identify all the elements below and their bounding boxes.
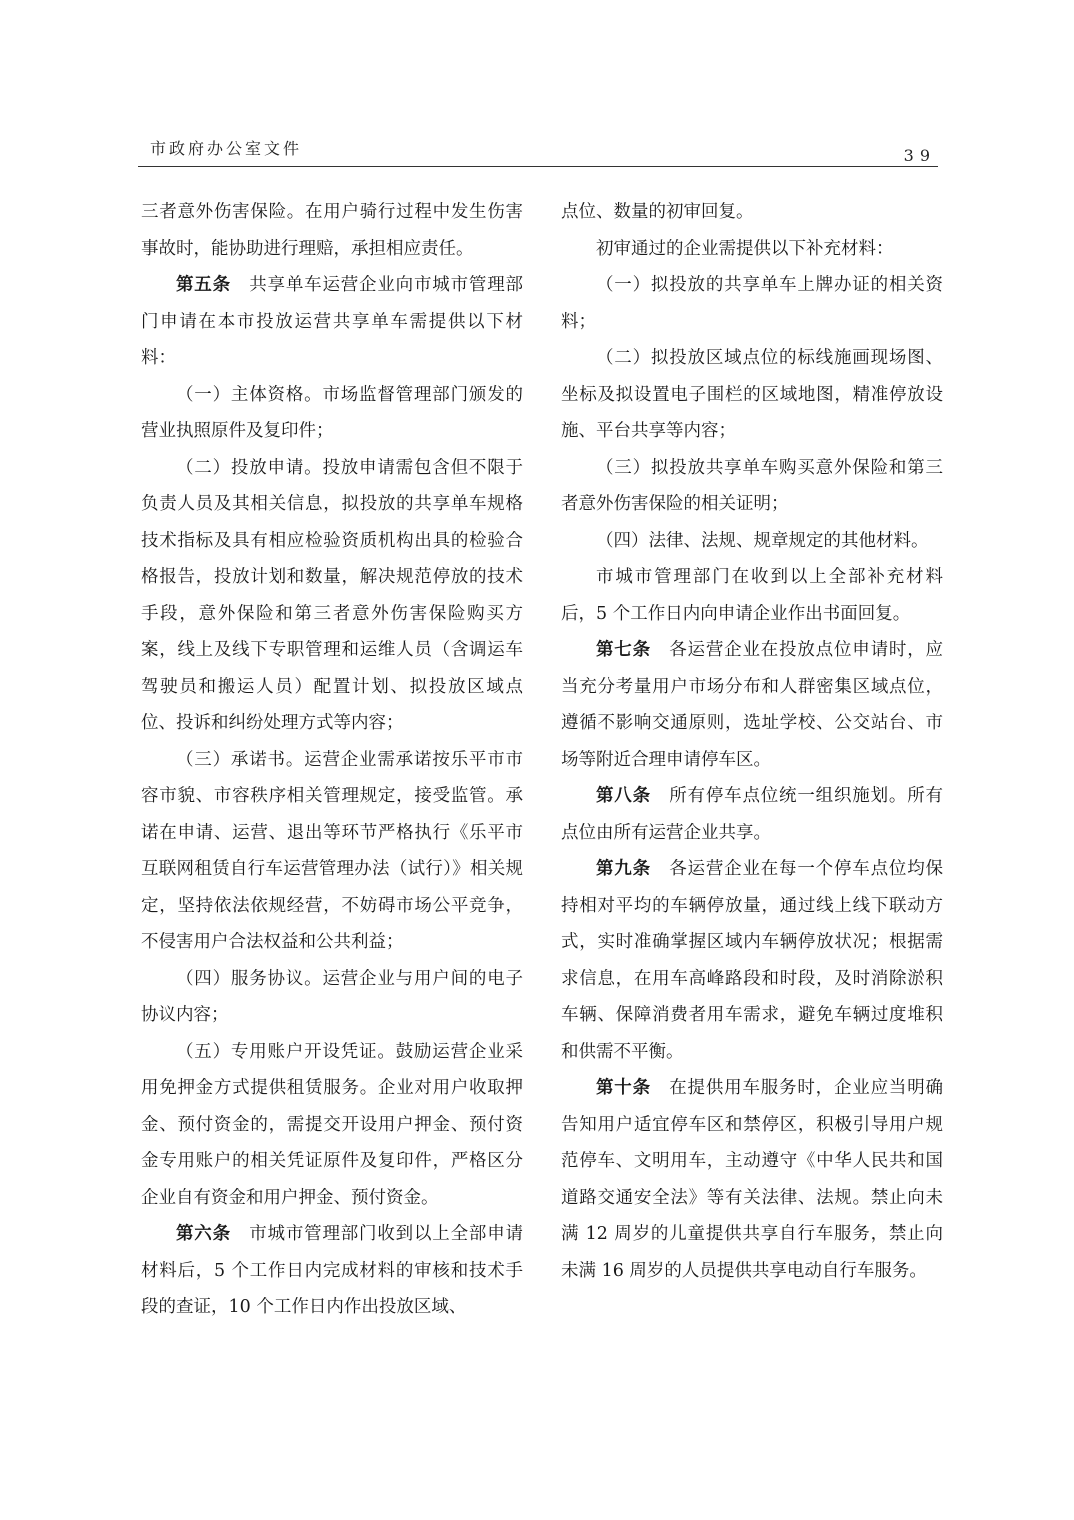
paragraph xyxy=(561,267,943,340)
article-heading: 第五条 xyxy=(176,275,231,295)
paragraph-text: （二）拟投放区域点位的标线施画现场图、坐标及拟设置电子围栏的区域地图，精准停放设施、平台共享等内容； xyxy=(561,348,943,441)
paragraph-text: 市城市管理部门在收到以上全部补充材料后，5 个工作日内向申请企业作出书面回复。 xyxy=(561,567,943,624)
paragraph xyxy=(141,1034,523,1217)
paragraph xyxy=(141,267,523,377)
paragraph-text: （四）服务协议。运营企业与用户间的电子协议内容； xyxy=(141,968,523,1025)
paragraph-text: （四）法律、法规、规章规定的其他材料。 xyxy=(596,530,929,551)
paragraph xyxy=(141,450,523,742)
paragraph xyxy=(141,742,523,961)
header-title: 市政府办公室文件 xyxy=(150,139,303,158)
article-heading: 第八条 xyxy=(596,786,651,806)
paragraph-text: 初审通过的企业需提供以下补充材料： xyxy=(596,238,894,259)
paragraph xyxy=(141,1216,523,1326)
article-heading: 第十条 xyxy=(596,1078,651,1098)
right-text-column xyxy=(561,194,943,1289)
paragraph-text: 点位、数量的初审回复。 xyxy=(561,202,754,222)
paragraph-text: 各运营企业在投放点位申请时，应当充分考量用户市场分布和人群密集区域点位，遵循不影响交通原则，选址学校、公交站台、市场等附近合理申请停车区。 xyxy=(561,640,944,770)
paragraph xyxy=(561,559,943,632)
paragraph-text: （一）主体资格。市场监督管理部门颁发的营业执照原件及复印件； xyxy=(141,384,523,441)
paragraph-text: 各运营企业在每一个停车点位均保持相对平均的车辆停放量，通过线上线下联动方式，实时准确掌握区域内车辆停放状况；根据需求信息，在用车高峰路段和时段，及时消除淤积车辆、保障消费者用车需求，避免车辆过度堆积和供需不平衡。 xyxy=(561,859,944,1062)
left-text-column xyxy=(141,194,523,1326)
paragraph-text: 所有停车点位统一组织施划。所有点位由所有运营企业共享。 xyxy=(561,786,944,843)
paragraph-text: （二）投放申请。投放申请需包含但不限于负责人员及其相关信息，拟投放的共享单车规格技术指标及具有相应检验资质机构出具的检验合格报告，投放计划和数量，解决规范停放的技术手段，意外保险和第三者意外伤害保险购买方案，线上及线下专职管理和运维人员（含调运车驾驶员和搬运人员）配置计划、拟投放区域点位、投诉和纠纷处理方式等内容； xyxy=(141,457,523,733)
paragraph xyxy=(141,377,523,450)
article-heading: 第九条 xyxy=(596,859,651,879)
paragraph xyxy=(561,632,943,778)
paragraph-text: （一）拟投放的共享单车上牌办证的相关资料； xyxy=(561,275,943,332)
paragraph xyxy=(561,340,943,450)
paragraph xyxy=(561,851,943,1070)
paragraph-text: 在提供用车服务时，企业应当明确告知用户适宜停车区和禁停区，积极引导用户规范停车、文明用车，主动遵守《中华人民共和国道路交通安全法》等有关法律、法规。禁止向未满 12 周岁的儿童提供共享自行车服务，禁止向未满 16 周岁的人员提供共享电动自行车服务。 xyxy=(561,1078,944,1281)
paragraph-text: 共享单车运营企业向市城市管理部门申请在本市投放运营共享单车需提供以下材料： xyxy=(141,275,524,368)
paragraph-text: （五）专用账户开设凭证。鼓励运营企业采用免押金方式提供租赁服务。企业对用户收取押金、预付资金的，需提交开设用户押金、预付资金专用账户的相关凭证原件及复印件，严格区分企业自有资金和用户押金、预付资金。 xyxy=(141,1041,523,1208)
paragraph xyxy=(141,194,523,267)
paragraph xyxy=(561,194,943,231)
paragraph xyxy=(561,523,943,560)
article-heading: 第七条 xyxy=(596,640,651,660)
page-number: 39 xyxy=(903,146,936,165)
paragraph xyxy=(561,231,943,268)
paragraph xyxy=(561,1070,943,1289)
paragraph-text: （三）拟投放共享单车购买意外保险和第三者意外伤害保险的相关证明； xyxy=(561,457,943,514)
paragraph-text: （三）承诺书。运营企业需承诺按乐平市市容市貌、市容秩序相关管理规定，接受监管。承诺在申请、运营、退出等环节严格执行《乐平市互联网租赁自行车运营管理办法（试行）》相关规定，坚持依法依规经营，不妨碍市场公平竞争，不侵害用户合法权益和公共利益； xyxy=(141,749,523,952)
article-heading: 第六条 xyxy=(176,1224,231,1244)
header-divider xyxy=(138,166,938,167)
paragraph-text: 市城市管理部门收到以上全部申请材料后，5 个工作日内完成材料的审核和技术手段的查证，10 个工作日内作出投放区域、 xyxy=(141,1224,524,1317)
paragraph xyxy=(141,961,523,1034)
paragraph xyxy=(561,450,943,523)
paragraph xyxy=(561,778,943,851)
paragraph-text: 三者意外伤害保险。在用户骑行过程中发生伤害事故时，能协助进行理赔，承担相应责任。 xyxy=(141,202,523,259)
